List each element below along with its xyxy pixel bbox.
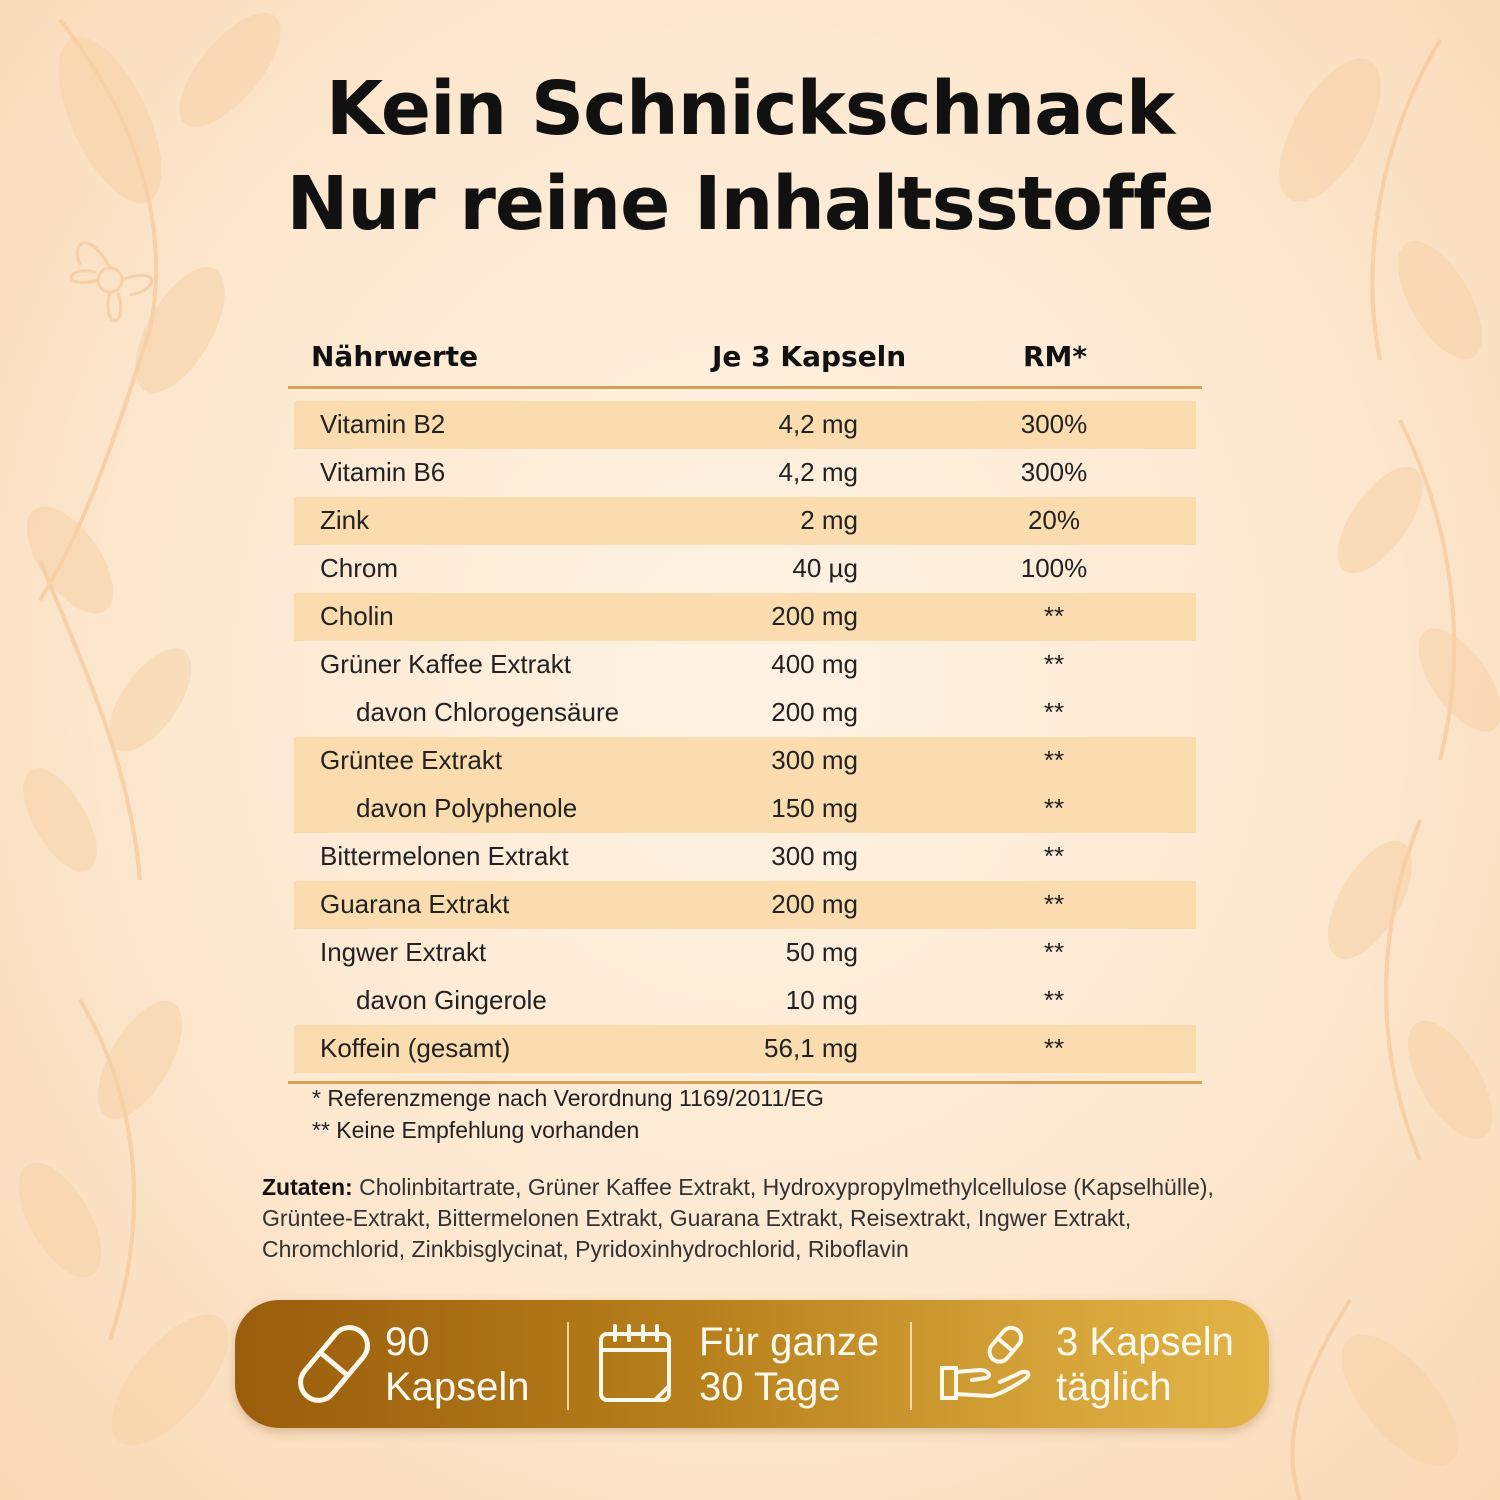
row-amount: 4,2 mg bbox=[778, 409, 858, 439]
row-amount: 50 mg bbox=[785, 937, 858, 967]
row-amount: 40 µg bbox=[792, 553, 858, 583]
row-name: Bittermelonen Extrakt bbox=[320, 841, 569, 871]
table-header bbox=[288, 330, 1202, 389]
table-row bbox=[294, 689, 1196, 737]
row-name: Chrom bbox=[320, 553, 399, 583]
feature-duration-line1: Für ganze bbox=[699, 1320, 880, 1364]
banner-divider bbox=[910, 1322, 912, 1410]
row-name: Koffein (gesamt) bbox=[320, 1033, 511, 1063]
row-amount: 4,2 mg bbox=[778, 457, 858, 487]
title-line-1: Kein Schnickschnack bbox=[325, 66, 1175, 152]
table-row bbox=[294, 593, 1196, 641]
row-name: Vitamin B2 bbox=[320, 409, 446, 439]
ingredients-text: Cholinbitartrate, Grüner Kaffee Extrakt, Hydroxypropylmethylcellulose (Kapselhülle), Grüntee-Extrakt, Bittermelonen Extrakt, Guarana Extrakt, Reisextrakt, Ingwer Extrakt, Chromchlorid, Zinkbisglycinat, Pyridoxinhydrochlorid, Riboflavin bbox=[262, 1174, 1214, 1262]
row-rm: 300% bbox=[1020, 457, 1088, 487]
row-rm: ** bbox=[1043, 793, 1065, 823]
feature-capsules bbox=[290, 1300, 560, 1428]
table-row bbox=[294, 545, 1196, 593]
row-name: Grüntee Extrakt bbox=[320, 745, 503, 775]
row-rm: ** bbox=[1043, 937, 1065, 967]
table-row bbox=[294, 737, 1196, 785]
row-amount: 200 mg bbox=[771, 697, 858, 727]
table-row bbox=[294, 785, 1196, 833]
table-row bbox=[294, 833, 1196, 881]
row-rm: ** bbox=[1043, 697, 1065, 727]
feature-dosage-line2: täglich bbox=[1056, 1365, 1172, 1409]
row-name: davon Chlorogensäure bbox=[356, 697, 620, 727]
hand-capsule-icon bbox=[940, 1324, 1034, 1404]
table-row bbox=[294, 449, 1196, 497]
ingredients-label: Zutaten: bbox=[262, 1174, 353, 1200]
feature-capsules-line1: 90 bbox=[385, 1320, 430, 1364]
row-name: davon Polyphenole bbox=[356, 793, 578, 823]
row-rm: ** bbox=[1043, 649, 1065, 679]
row-amount: 200 mg bbox=[771, 889, 858, 919]
header-naehrwerte: Nährwerte bbox=[311, 340, 479, 373]
row-amount: 300 mg bbox=[771, 745, 858, 775]
feature-banner bbox=[235, 1300, 1269, 1428]
row-rm: ** bbox=[1043, 601, 1065, 631]
row-rm: ** bbox=[1043, 985, 1065, 1015]
footnotes bbox=[312, 1082, 824, 1146]
row-name: davon Gingerole bbox=[356, 985, 547, 1015]
row-rm: ** bbox=[1043, 841, 1065, 871]
footnote-rm: * Referenzmenge nach Verordnung 1169/2011/EG bbox=[312, 1085, 824, 1111]
ingredients bbox=[262, 1172, 1252, 1265]
row-amount: 10 mg bbox=[785, 985, 858, 1015]
feature-duration bbox=[597, 1300, 897, 1428]
feature-dosage-line1: 3 Kapseln bbox=[1056, 1320, 1234, 1364]
row-rm: ** bbox=[1043, 745, 1065, 775]
row-name: Grüner Kaffee Extrakt bbox=[320, 649, 571, 679]
row-amount: 150 mg bbox=[771, 793, 858, 823]
row-name: Guarana Extrakt bbox=[320, 889, 510, 919]
row-rm: 20% bbox=[1027, 505, 1081, 535]
row-amount: 200 mg bbox=[771, 601, 858, 631]
row-name: Zink bbox=[320, 505, 370, 535]
table-body bbox=[288, 401, 1202, 1073]
row-rm: 100% bbox=[1020, 553, 1088, 583]
capsule-icon bbox=[294, 1318, 374, 1410]
footnote-none: ** Keine Empfehlung vorhanden bbox=[312, 1117, 640, 1143]
calendar-icon bbox=[597, 1322, 673, 1406]
table-row bbox=[294, 881, 1196, 929]
row-amount: 2 mg bbox=[800, 505, 858, 535]
row-amount: 400 mg bbox=[771, 649, 858, 679]
feature-dosage bbox=[940, 1300, 1260, 1428]
table-row bbox=[294, 641, 1196, 689]
row-rm: ** bbox=[1043, 1033, 1065, 1063]
table-row bbox=[294, 401, 1196, 449]
nutrition-table bbox=[288, 330, 1202, 1084]
table-row bbox=[294, 1025, 1196, 1073]
table-row bbox=[294, 929, 1196, 977]
row-amount: 56,1 mg bbox=[764, 1033, 858, 1063]
feature-capsules-line2: Kapseln bbox=[385, 1365, 530, 1409]
row-rm: ** bbox=[1043, 889, 1065, 919]
header-amount: Je 3 Kapseln bbox=[712, 340, 907, 373]
table-row bbox=[294, 977, 1196, 1025]
feature-duration-line2: 30 Tage bbox=[699, 1365, 841, 1409]
table-row bbox=[294, 497, 1196, 545]
row-name: Vitamin B6 bbox=[320, 457, 446, 487]
page-title bbox=[0, 62, 1500, 252]
row-name: Cholin bbox=[320, 601, 394, 631]
banner-divider bbox=[567, 1322, 569, 1410]
header-rm: RM* bbox=[1023, 340, 1088, 373]
row-rm: 300% bbox=[1020, 409, 1088, 439]
row-name: Ingwer Extrakt bbox=[320, 937, 487, 967]
title-line-2: Nur reine Inhaltsstoffe bbox=[286, 161, 1214, 247]
row-amount: 300 mg bbox=[771, 841, 858, 871]
